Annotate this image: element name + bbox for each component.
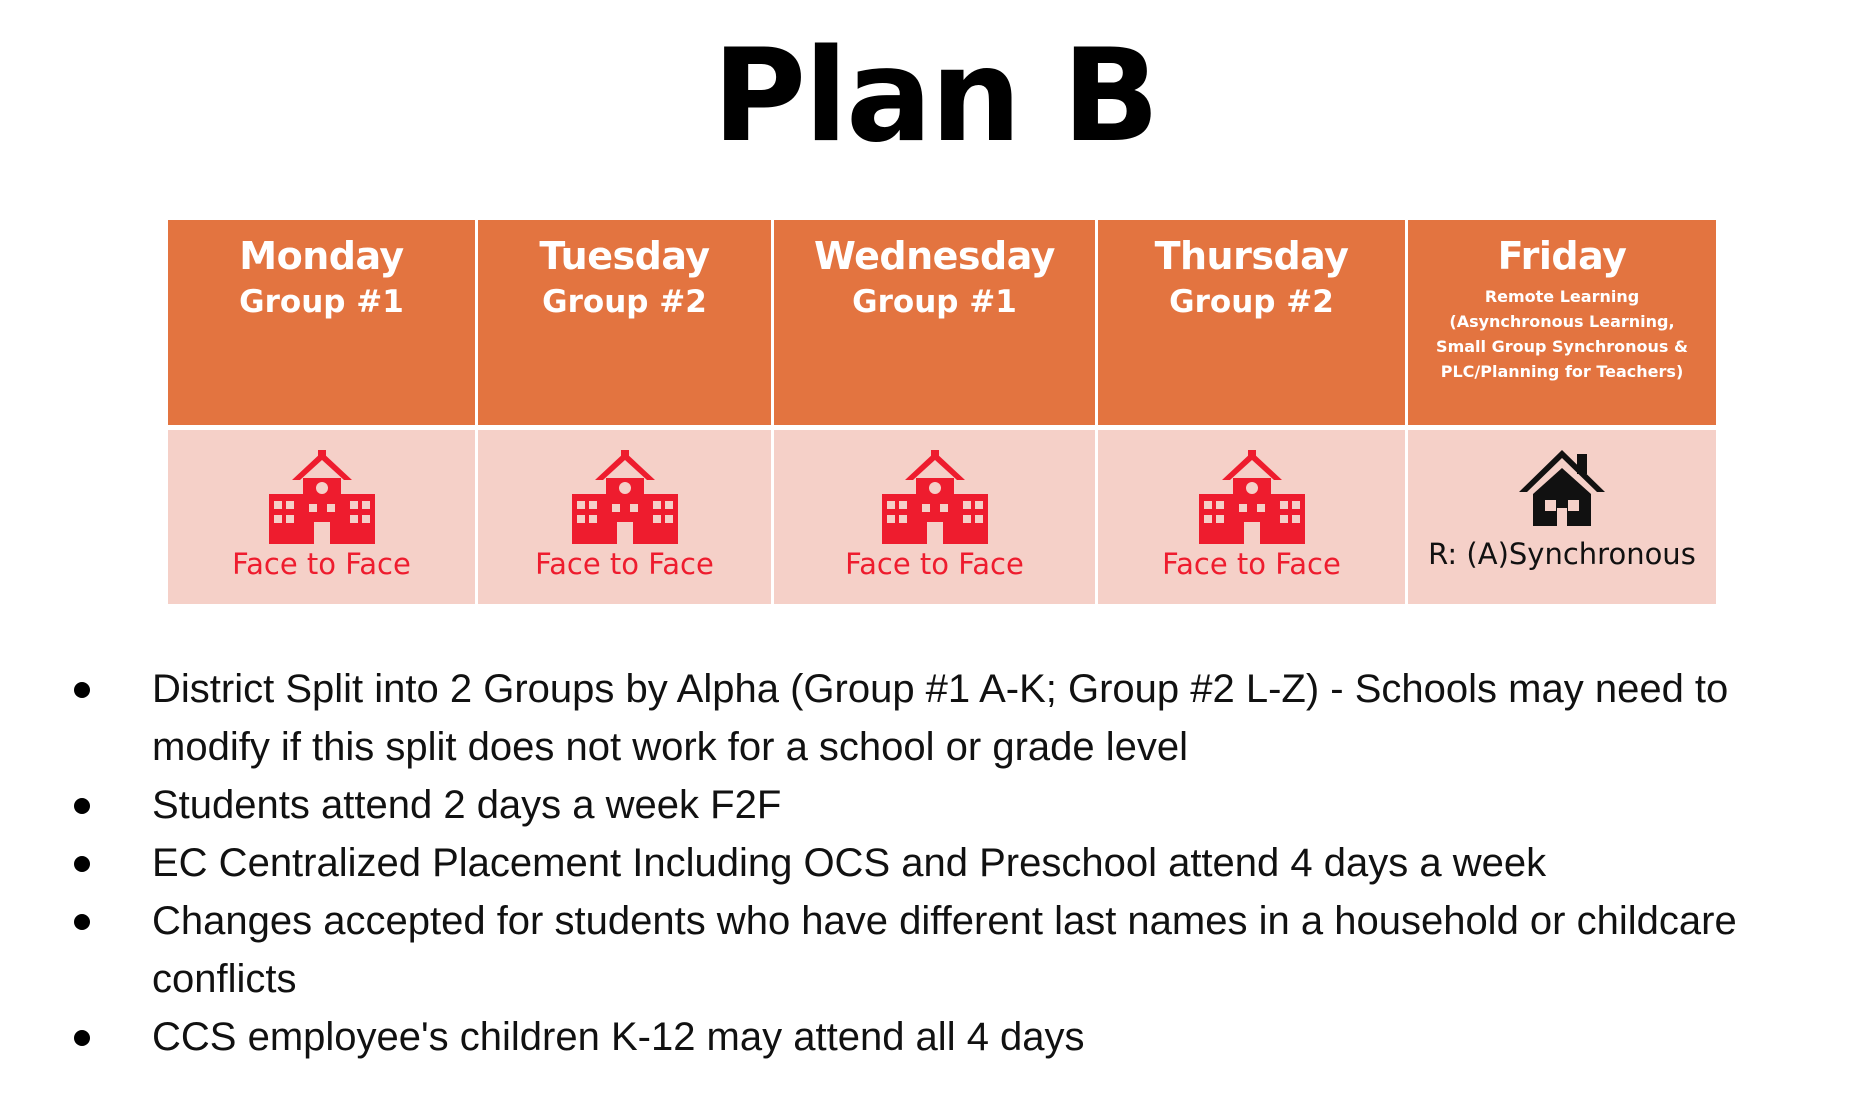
day-group: Group #1: [852, 284, 1017, 320]
mode-label: R: (A)Synchronous: [1428, 537, 1696, 571]
mode-cell-friday: [1408, 430, 1716, 604]
day-group: Group #2: [542, 284, 707, 320]
day-header-wednesday: [774, 220, 1095, 425]
list-item: [72, 834, 1812, 892]
list-item-text: District Split into 2 Groups by Alpha (Group #1 A-K; Group #2 L-Z) - Schools may need to modify if this split does not work for a school or grade level: [152, 667, 1729, 769]
list-item-text: EC Centralized Placement Including OCS and Preschool attend 4 days a week: [152, 841, 1547, 885]
day-header-monday: [168, 220, 475, 425]
day-name: Monday: [239, 234, 404, 278]
day-name: Thursday: [1154, 234, 1349, 278]
plan-details-list: [72, 660, 1812, 1066]
house-icon: [1517, 448, 1607, 528]
day-group: Group #2: [1169, 284, 1334, 320]
bullet-icon: [74, 798, 90, 814]
mode-label: Face to Face: [845, 547, 1024, 581]
mode-cell-wednesday: [774, 430, 1095, 604]
weekly-schedule-table: [168, 220, 1710, 604]
mode-cell-thursday: [1098, 430, 1405, 604]
day-header-thursday: [1098, 220, 1405, 425]
page-title: Plan B: [712, 22, 1158, 171]
day-note: Remote Learning (Asynchronous Learning, Small Group Synchronous & PLC/Planning for Teachers): [1436, 287, 1688, 381]
mode-cell-monday: [168, 430, 475, 604]
day-name: Friday: [1497, 234, 1627, 278]
mode-cell-tuesday: [478, 430, 771, 604]
school-icon: [1197, 448, 1307, 544]
school-icon: [570, 448, 680, 544]
school-icon: [267, 448, 377, 544]
mode-label: Face to Face: [232, 547, 411, 581]
mode-label: Face to Face: [1162, 547, 1341, 581]
list-item-text: Changes accepted for students who have different last names in a household or childcare conflicts: [152, 899, 1737, 1001]
list-item: [72, 660, 1812, 776]
list-item: [72, 1008, 1812, 1066]
list-item-text: Students attend 2 days a week F2F: [152, 783, 782, 827]
mode-label: Face to Face: [535, 547, 714, 581]
school-icon: [880, 448, 990, 544]
bullet-icon: [74, 682, 90, 698]
list-item-text: CCS employee's children K-12 may attend all 4 days: [152, 1015, 1085, 1059]
bullet-icon: [74, 856, 90, 872]
day-header-tuesday: [478, 220, 771, 425]
list-item: [72, 892, 1812, 1008]
list-item: [72, 776, 1812, 834]
day-group: Group #1: [239, 284, 404, 320]
bullet-icon: [74, 914, 90, 930]
bullet-icon: [74, 1030, 90, 1046]
day-name: Tuesday: [539, 234, 710, 278]
day-header-friday: [1408, 220, 1716, 425]
day-name: Wednesday: [814, 234, 1055, 278]
